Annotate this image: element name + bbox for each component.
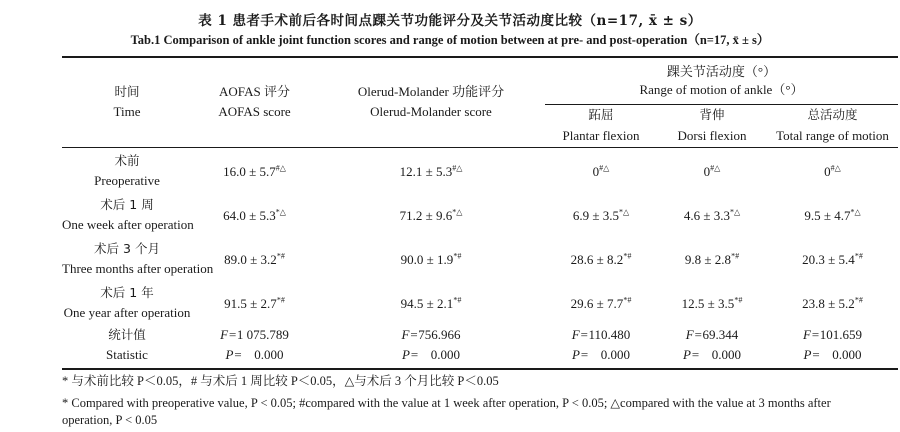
row-label-cn: 术后 1 周 [100,197,154,212]
p-value: 0.000 [430,347,460,362]
f-statistic-plantar [545,326,657,343]
cell-total [767,295,898,312]
f-value: 756.966 [418,327,461,342]
p-value-dorsi [657,346,767,363]
header-om-en: Olerud-Molander score [370,104,492,119]
p-value: 0.000 [832,347,862,362]
f-statistic-total [767,326,898,343]
p-value: 0.000 [600,347,630,362]
f-statistic-dorsi [657,326,767,343]
cell-value: 90.0 ± 1.9 [400,252,454,267]
cell-value: 89.0 ± 3.2 [224,252,277,267]
cell-plantar [545,295,657,312]
cell-value: 28.6 ± 8.2 [570,252,624,267]
statistic-label-en: Statistic [106,347,148,362]
p-label: P= [402,347,419,362]
cell-total [767,163,898,180]
table-title-en: Tab.1 Comparison of ankle joint function scores and range of motion between at pre- and post-operation（n=17, x̄ ± s） [130,33,770,47]
significance-marker: *# [731,251,740,261]
p-label: P= [803,347,821,362]
header-total-en: Total range of motion [776,128,889,143]
header-plantar-en: Plantar flexion [562,128,640,143]
significance-marker: *△ [452,207,463,217]
significance-marker: *# [734,295,743,305]
cell-value: 4.6 ± 3.3 [683,208,730,223]
f-label: F= [803,327,820,342]
p-value-om [317,346,545,363]
f-label: F= [220,327,237,342]
cell-om [317,207,545,224]
p-value-plantar [545,346,657,363]
cell-value: 64.0 ± 5.3 [223,208,276,223]
header-total [767,106,898,144]
footnote-en-line1: * Compared with preoperative value, P < 0.05; #compared with the value at 1 week after operation, P < 0.05; △compared with the value at 3 months after [62,396,831,410]
significance-marker: *# [276,251,285,261]
header-dorsi-cn: 背伸 [699,107,725,122]
significance-marker: *# [623,251,632,261]
cell-plantar [545,163,657,180]
header-total-cn: 总活动度 [807,107,858,122]
cell-value: 12.5 ± 3.5 [681,296,735,311]
cell-value: 91.5 ± 2.7 [224,296,277,311]
f-label: F= [401,327,419,342]
header-rule [62,147,898,148]
cell-aofas [192,163,317,180]
cell-dorsi [657,251,767,268]
significance-marker: *# [453,295,462,305]
header-plantar-cn: 跖屈 [588,107,614,122]
row-label-cn: 术前 [114,153,140,168]
significance-marker: #△ [710,163,721,173]
row-label-en: Preoperative [94,173,160,188]
header-dorsi-en: Dorsi flexion [677,128,747,143]
significance-marker: *# [453,251,462,261]
significance-marker: *△ [275,207,286,217]
header-rom-cn: 踝关节活动度（°） [666,64,777,79]
significance-marker: *△ [850,207,861,217]
cell-value: 16.0 ± 5.7 [223,164,276,179]
significance-marker: #△ [599,163,610,173]
cell-value: 9.8 ± 2.8 [684,252,732,267]
header-time [62,83,192,120]
row-label [62,196,192,233]
f-value: 110.480 [588,327,631,342]
significance-marker: #△ [275,163,286,173]
cell-value: 0 [824,164,831,179]
p-value-total [767,346,898,363]
cell-aofas [192,251,317,268]
cell-value: 29.6 ± 7.7 [570,296,624,311]
significance-marker: *# [276,295,285,305]
f-statistic-om [317,326,545,343]
table-title-cn: 表 1 患者手术前后各时间点踝关节功能评分及关节活动度比较（n=17, x̄ ± s） [198,13,702,29]
cell-value: 0 [592,164,600,179]
row-label-en: One year after operation [63,305,191,320]
header-aofas [192,83,317,120]
f-label: F= [685,327,703,342]
significance-marker: *# [854,251,863,261]
cell-om [317,251,545,268]
cell-value: 0 [703,164,711,179]
cell-aofas [192,295,317,312]
f-value: 69.344 [702,327,739,342]
statistic-label-cn: 统计值 [108,327,146,342]
header-time-en: Time [113,104,141,119]
p-value: 0.000 [711,347,741,362]
bottom-rule [62,368,898,370]
header-aofas-en: AOFAS score [218,104,291,119]
cell-value: 94.5 ± 2.1 [400,296,454,311]
row-label-cn: 术后 3 个月 [94,241,160,256]
cell-om [317,295,545,312]
header-rom-en: Range of motion of ankle（°） [639,82,804,97]
cell-value: 71.2 ± 9.6 [399,208,453,223]
row-label-cn: 术后 1 年 [100,285,154,300]
cell-dorsi [657,163,767,180]
statistic-label [62,326,192,363]
header-time-cn: 时间 [114,84,140,99]
significance-marker: *# [623,295,632,305]
f-statistic-aofas [192,326,317,343]
top-rule [62,56,898,58]
cell-total [767,251,898,268]
cell-dorsi [657,207,767,224]
significance-marker: *△ [618,207,630,217]
header-olerud-molander [317,83,545,120]
row-label [62,284,192,321]
header-aofas-cn: AOFAS 评分 [219,84,290,99]
f-value: 101.659 [819,327,862,342]
header-om-cn: Olerud-Molander 功能评分 [357,84,505,99]
f-label: F= [571,327,589,342]
cell-value: 23.8 ± 5.2 [802,296,855,311]
p-label: P= [683,347,700,362]
p-value-aofas [192,346,317,363]
cell-plantar [545,251,657,268]
row-label [62,152,192,189]
header-plantar [545,106,657,144]
rom-subheader-rule [545,104,898,105]
cell-plantar [545,207,657,224]
header-dorsi [657,106,767,144]
significance-marker: #△ [452,163,463,173]
footnote-en-line2: operation, P < 0.05 [62,413,158,427]
cell-value: 9.5 ± 4.7 [804,208,851,223]
cell-total [767,207,898,224]
footnote-cn: * 与术前比较 P＜0.05，# 与术后 1 周比较 P＜0.05，△与术后 3 个月比较 P＜0.05 [62,374,499,388]
header-range-of-motion [545,63,898,98]
significance-marker: #△ [830,163,841,173]
p-value: 0.000 [254,347,284,362]
row-label-en: Three months after operation [62,261,214,276]
cell-value: 12.1 ± 5.3 [399,164,453,179]
row-label [62,240,214,277]
row-label-en: One week after operation [62,217,194,232]
cell-om [317,163,545,180]
cell-value: 6.9 ± 3.5 [572,208,619,223]
significance-marker: *# [854,295,863,305]
f-value: 1 075.789 [236,327,289,342]
significance-marker: *△ [729,207,741,217]
cell-dorsi [657,295,767,312]
cell-aofas [192,207,317,224]
cell-value: 20.3 ± 5.4 [802,252,855,267]
p-label: P= [572,347,589,362]
p-label: P= [225,347,243,362]
